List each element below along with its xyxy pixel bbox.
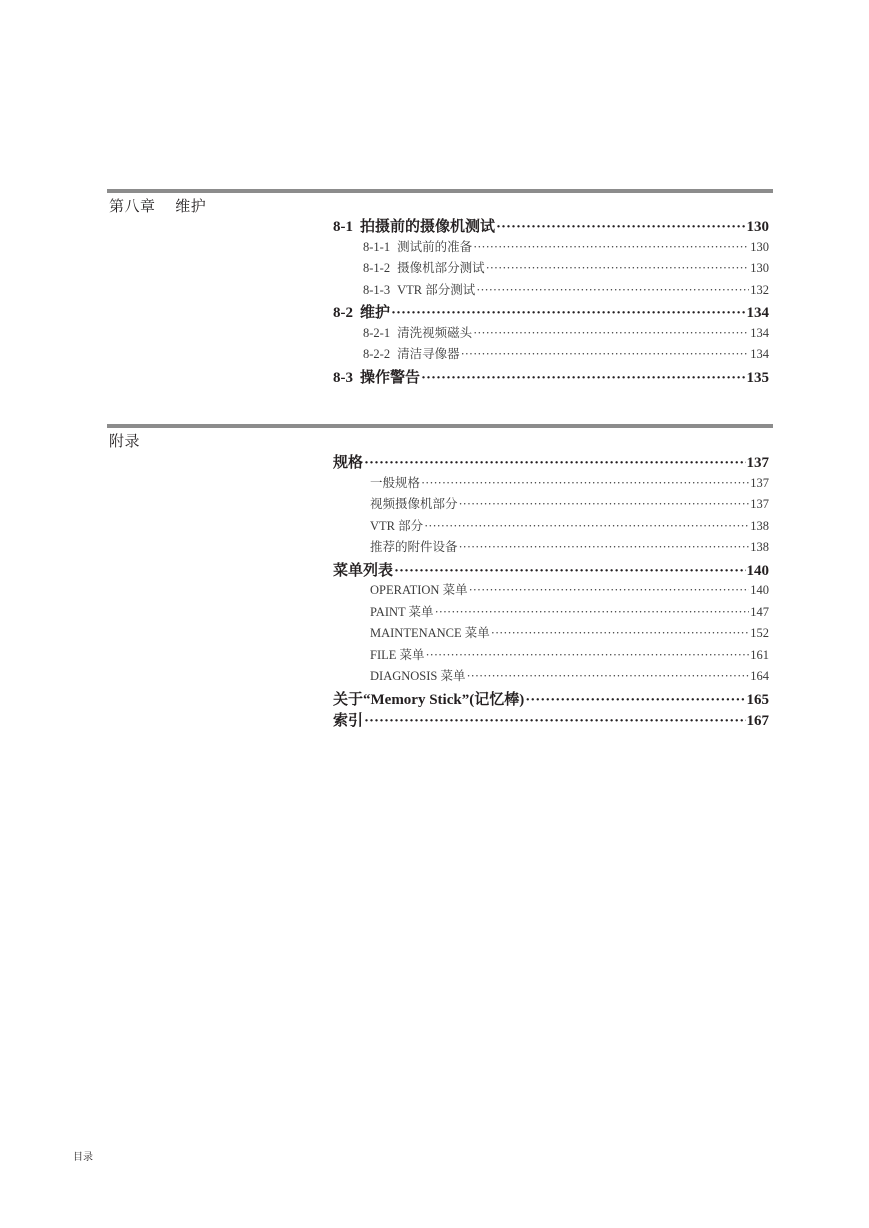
toc-entry-page: 140 [746, 562, 769, 579]
dot-leader [491, 626, 749, 641]
toc-entry-number: 8-2 [333, 305, 353, 321]
toc-entry-title: 视频摄像机部分 [370, 497, 458, 511]
toc-entry-title: 索引 [333, 713, 364, 729]
toc-entry-title: 清洗视频磁头 [397, 325, 473, 340]
toc-entry[interactable] [333, 559, 769, 581]
toc-entry-page: 130 [750, 239, 769, 254]
toc-entry-title: 关于“Memory Stick”(记忆棒) [333, 691, 525, 708]
toc-entry-title: 摄像机部分测试 [397, 261, 485, 275]
toc-entry-page: 167 [746, 713, 769, 729]
toc-entry-page: 137 [750, 497, 769, 511]
toc-entry-number: 8-1-3 [363, 282, 391, 297]
dot-leader [435, 605, 750, 620]
dot-leader [461, 347, 750, 362]
toc-entry-title: VTR 部分测试 [397, 282, 476, 297]
toc-entry-page: 134 [746, 305, 769, 321]
toc-entry-page: 130 [750, 261, 769, 275]
toc-entry-title: MAINTENANCE 菜单 [370, 626, 490, 640]
dot-leader [459, 540, 750, 555]
toc-entry-number: 8-1 [333, 219, 353, 235]
toc-entry-number: 8-2-2 [363, 347, 391, 361]
toc-entry-title: 拍摄前的摄像机测试 [360, 219, 496, 235]
toc-entry-number: 8-1-1 [363, 239, 391, 254]
dot-leader [364, 455, 745, 472]
toc-entry[interactable] [333, 645, 769, 667]
toc-entry[interactable] [333, 666, 769, 688]
toc-entry[interactable] [333, 688, 769, 710]
appendix-heading: 附录 [109, 434, 141, 450]
dot-leader [394, 563, 745, 580]
toc-entry[interactable] [333, 280, 769, 302]
appendix-rule [107, 424, 773, 428]
toc-entry-page: 134 [750, 325, 769, 340]
toc-entry-title: DIAGNOSIS 菜单 [370, 669, 466, 683]
toc-entry-title: 操作警告 [360, 369, 421, 386]
toc-entry-page: 140 [750, 583, 769, 597]
toc-entry-page: 134 [750, 347, 769, 361]
toc-entry-page: 138 [750, 540, 769, 554]
toc-entry-title: 维护 [360, 305, 391, 321]
toc-entry[interactable] [333, 237, 769, 259]
toc-entry[interactable] [333, 258, 769, 280]
toc-entry-title: PAINT 菜单 [370, 604, 434, 619]
toc-entry[interactable] [333, 323, 769, 345]
chapter8-rule [107, 189, 773, 193]
toc-entry-title: 推荐的附件设备 [370, 540, 458, 554]
toc-entry-page: 137 [750, 475, 769, 490]
toc-entry-page: 152 [750, 626, 769, 640]
toc-entry-page: 161 [750, 647, 769, 662]
toc-entry-page: 132 [750, 282, 769, 297]
toc-entry[interactable] [333, 215, 769, 237]
toc-entry-page: 165 [746, 691, 769, 708]
dot-leader [469, 583, 750, 598]
toc-entry-title: 规格 [333, 455, 364, 471]
dot-leader [486, 261, 750, 276]
dot-leader [391, 305, 745, 322]
toc-entry-page: 130 [746, 219, 769, 235]
toc-entry[interactable] [333, 580, 769, 602]
dot-leader [473, 240, 749, 255]
toc-entry-number: 8-2-1 [363, 325, 391, 340]
toc-entry-title: 测试前的准备 [397, 239, 473, 254]
toc-entry[interactable] [333, 451, 769, 473]
dot-leader [426, 648, 750, 663]
dot-leader [473, 326, 749, 341]
toc-entry[interactable] [333, 709, 769, 731]
dot-leader [496, 219, 745, 236]
toc-entry-title: VTR 部分 [370, 518, 424, 533]
toc-entry[interactable] [333, 537, 769, 559]
toc-entry-title: 菜单列表 [333, 562, 394, 579]
dot-leader [421, 476, 749, 491]
toc-entry-page: 135 [746, 369, 769, 386]
toc-entry-title: FILE 菜单 [370, 647, 425, 662]
toc-entry[interactable] [333, 473, 769, 495]
dot-leader [459, 497, 750, 512]
dot-leader [525, 692, 745, 709]
toc-entry[interactable] [333, 494, 769, 516]
dot-leader [364, 713, 745, 730]
toc-entry-title: 清洁寻像器 [397, 347, 460, 361]
toc-entry-title: 一般规格 [370, 475, 421, 490]
dot-leader [467, 669, 750, 684]
toc-entry[interactable] [333, 516, 769, 538]
toc-entry[interactable] [333, 301, 769, 323]
toc-entry-page: 164 [750, 669, 769, 683]
toc-entry-page: 147 [750, 604, 769, 619]
toc-entry-title: OPERATION 菜单 [370, 583, 468, 597]
appendix-toc-list [333, 451, 769, 731]
footer-label: 目录 [73, 1152, 93, 1163]
toc-entry-page: 137 [746, 455, 769, 471]
toc-entry[interactable] [333, 602, 769, 624]
dot-leader [424, 519, 749, 534]
chapter8-toc-list [333, 215, 769, 387]
toc-entry-page: 138 [750, 518, 769, 533]
toc-entry-number: 8-3 [333, 369, 353, 386]
dot-leader [476, 283, 749, 298]
chapter8-heading: 第八章 维护 [109, 199, 207, 215]
toc-entry-number: 8-1-2 [363, 261, 391, 275]
toc-entry[interactable] [333, 366, 769, 388]
toc-entry[interactable] [333, 344, 769, 366]
dot-leader [421, 370, 745, 387]
toc-entry[interactable] [333, 623, 769, 645]
